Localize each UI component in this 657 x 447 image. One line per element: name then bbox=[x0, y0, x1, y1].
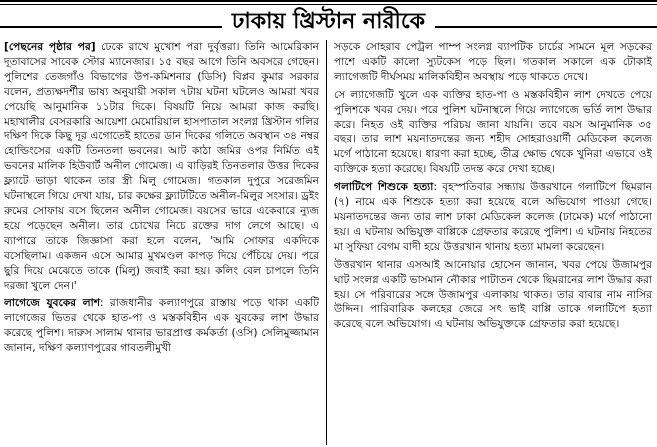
paragraph-text: : রাজধানীর কল্যাণপুরে রাস্তায় পড়ে থাকা একটি লাগেজের ভিতর থেকে হাত-পা ও মস্তকবিহীন এক যুবকের লাশ উদ্ধার করেছে পুলিশ। দারুস সালাম থানার ভারপ্রাপ্ত কর্মকর্তা (ওসি) সেলিমুজ্জামান জানান, দক্ষিণ কল্যাণপুরের গাবতলীমুখী bbox=[4, 297, 319, 355]
paragraph-text: ঢেকে রাখে মুখোশ পরা দুর্বৃত্তরা। তিনি আমেরিকান দূতাবাসের সাবেক স্টোর ম্যানেজার। ১৫ বছর আগে তিনি অবসরে গেছেন। পুলিশের তেজগাঁও বিভাগের উপ-কমিশনার (ডিসি) বিপ্লব কুমার সরকার বলেন, প্রত্যক্ষদর্শীর ভাষ্য অনুযায়ী সকাল ৭টায় ঘটনা ঘটলেও আমরা খবর পেয়েছি আনুমানিক ১১টার দিকে। বিষয়টি নিয়ে আমরা কাজ করছি। মহাখালীর বেসরকারি আয়েশা মেমোরিয়াল হাসপাতাল সংলগ্ন খ্রিস্টান গলির দক্ষিণ দিকে কিছু দূর এগোতেই হাতের ডান দিকের গলিতে অবস্থান ৩৪ নম্বর হোল্ডিংসের একটি তিনতলা ভবনের। আট কাঠা জমির ওপর নির্মিত এই ভবনের মালিক হিউবার্ট অনীল গোমেজ। এ বাড়িরই তিনতলার উত্তর দিকের ফ্ল্যাটে ভাড়া থাকেন তার স্ত্রী মিলু গোমেজ। গতকাল দুপুরে সরেজমিন ঘটনাস্থলে গিয়ে দেখা যায়, চার কক্ষের ফ্ল্যাটটিতে অনীল-মিলুর সংসার। ড্রইং রুমের সোফায় বসে ছিলেন অনীল গোমেজ। বয়সের ভারে একেবারে ন্যুজ হয়ে পড়েছেন অনীল। তার চোখের নিচে রক্তের দাগ লেগে আছে। এ ব্যাপারে তাকে জিজ্ঞাসা করা হলে বলেন, 'আমি সোফার একদিকে বসেছিলাম। একজন এসে আমার মুখমণ্ডল কাপড় দিয়ে পেঁচিয়ে দেয়। পরে ছুরি দিয়ে মেঝেতে তাকে (মিলু) জবাই করা হয়। কলিং বেল চাপলে তিনি দরজা খুলে দেন।' bbox=[4, 41, 319, 292]
headline-bar bbox=[0, 5, 657, 39]
subheading-child-murder: গলাটিপে শিশুকে হত্যা bbox=[334, 181, 434, 194]
right-column bbox=[334, 40, 652, 445]
article-paragraph bbox=[4, 296, 319, 356]
subheading-luggage: লাগেজে যুবকের লাশ bbox=[4, 297, 100, 310]
paragraph-text: : বৃহস্পতিবার সন্ধ্যায় উত্তরখানে গলাটিপে ছিমরান (৭) নামে এক শিশুকে হত্যা করা হয়েছে বলে অভিযোগ পাওয়া গেছে। ময়নাতদন্তের জন্য তার লাশ ঢাকা মেডিকেল কলেজ (ঢামেক) মর্গে পাঠানো হয়। এ ঘটনায় অভিযুক্ত বাপ্পিকে গ্রেফতার করেছে পুলিশ। এ ঘটনায় নিহতের মা সুফিয়া বেগম বাদী হয়ে উত্তরখান থানায় হত্যা মামলা করেছেন। bbox=[334, 181, 652, 253]
column-divider bbox=[326, 40, 327, 445]
article-paragraph: উত্তরখান থানার এসআই আনোয়ার হোসেন জানান, খবর পেয়ে উজামপুর ঘাট সংলগ্ন একটি ভাসমান নৌকার পাটাতন থেকে ছিমরানের লাশ উদ্ধার করা হয়। সে পরিবারের সঙ্গে উজামপুর এলাকায় থাকত। তার বাবার নাম নাসির উদ্দিন। পারিবারিক কলহের জেরে সৎ ভাই বাপ্পি তাকে গলাটিপে হত্যা করেছে বলে অভিযোগ। এ ঘটনায় অভিযুক্তকে গ্রেফতার করা হয়েছে। bbox=[334, 258, 652, 331]
left-column bbox=[4, 40, 319, 445]
article-paragraph bbox=[334, 180, 652, 255]
article-paragraph bbox=[4, 40, 319, 293]
article-paragraph: সে ল্যাগেজটি খুলে এক ব্যক্তির হাত-পা ও মস্তকবিহীন লাশ দেখতে পেয়ে পুলিশকে খবর দেয়। পরে পুলিশ ঘটনাস্থলে গিয়ে ল্যাগেজে ভর্তি লাশ উদ্ধার করে। নিহত ওই ব্যক্তির পরিচয় জানা যায়নি। তবে বয়স আনুমানিক ৩৫ বছর। তার লাশ ময়নাতদন্তের জন্য শহীদ সোহরাওয়ার্দী মেডিকেল কলেজ মর্গে পাঠানো হয়েছে। ধারণা করা হচ্ছে, তীব্র ক্ষোভ থেকে খুনিরা এভাবে ওই ব্যক্তিকে হত্যা করেছে। বিষয়টি তদন্ত করে দেখা হচ্ছে। bbox=[334, 88, 652, 176]
headline: ঢাকায় খ্রিস্টান নারীকে bbox=[222, 7, 435, 37]
article-paragraph: সড়কে সোহরাব পেট্রল পাম্প সংলগ্ন ব্যাপটিক চার্চের সামনে মূল সড়কের পাশে একটি কালো স্যুটকেস পড়ে ছিল। গতকাল সকালে এক টোকাই ল্যাগেজটি দীর্ঘসময় মালিকবিহীন অবস্থায় পড়ে থাকতে দেখে। bbox=[334, 41, 652, 83]
continuation-label: [পেছনের পৃষ্ঠার পর] bbox=[4, 41, 96, 53]
